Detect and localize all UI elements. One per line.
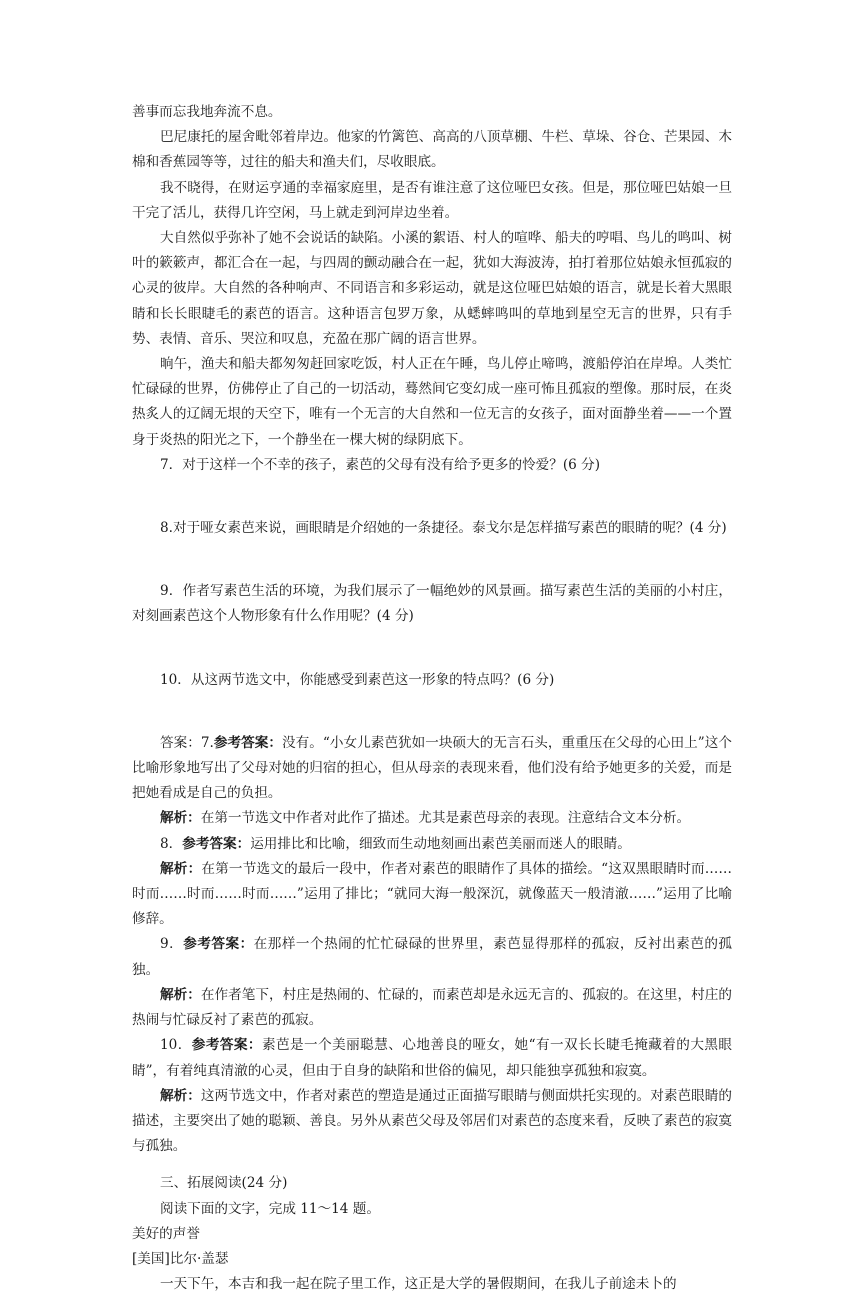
reference-answer-label: 参考答案：: [191, 1037, 262, 1054]
answer-number: 7.: [200, 734, 214, 751]
answer-number: 10．: [160, 1037, 192, 1054]
analysis-label: 解析：: [160, 860, 202, 877]
answer-space: [132, 478, 732, 516]
answer-text: 运用排比和比喻，细致而生动地刻画出素芭美丽而迷人的眼睛。: [250, 835, 631, 852]
answer-10: [132, 1033, 732, 1083]
reading-instruction: 阅读下面的文字，完成 11～14 题。: [160, 1200, 380, 1217]
question-8: 8.对于哑女素芭来说，画眼睛是介绍她的一条捷径。泰戈尔是怎样描写素芭的眼睛的呢？(4 分): [160, 520, 727, 537]
analysis-text: 在第一节选文的最后一段中，作者对素芭的眼睛作了具体的描绘。“这双黑眼睛时而……时而……时而……时而……”运用了排比；“就同大海一般深沉，就像蓝天一般清澈……”运用了比喻修辞。: [132, 860, 732, 928]
passage-paragraph: 巴尼康托的屋舍毗邻着岸边。他家的竹篱笆、高高的八顶草棚、牛栏、草垛、谷仓、芒果园、木棉和香蕉园等等，过往的船夫和渔夫们，尽收眼底。: [132, 129, 732, 171]
section-heading: 三、拓展阅读(24 分): [160, 1175, 288, 1192]
answer-7: [132, 731, 732, 807]
answer-prefix: 答案：: [160, 734, 201, 751]
question-9: 9．作者写素芭生活的环境，为我们展示了一幅绝妙的风景画。描写素芭生活的美丽的小村庄，对刻画素芭这个人物形象有什么作用呢？(4 分): [132, 583, 732, 625]
analysis-9: [132, 983, 732, 1033]
story-title: 美好的声誉: [132, 1225, 200, 1242]
answer-number: 9．: [160, 936, 184, 953]
answer-text: 素芭是一个美丽聪慧、心地善良的哑女，她“有一双长长睫毛掩藏着的大黑眼睛”，有着纯真清澈的心灵，但由于自身的缺陷和世俗的偏见，却只能独享孤独和寂寞。: [132, 1037, 732, 1079]
answer-space: [132, 541, 732, 579]
reference-answer-label: 参考答案：: [182, 835, 251, 852]
story-paragraph: 一天下午，本吉和我一起在院子里工作，这正是大学的暑假期间，在我儿子前途未卜的: [160, 1276, 677, 1293]
question-7: 7．对于这样一个不幸的孩子，素芭的父母有没有给予更多的怜爱？(6 分): [160, 456, 601, 473]
section-spacer: [132, 1159, 732, 1171]
analysis-label: 解析：: [160, 1087, 201, 1104]
passage-paragraph: 善事而忘我地奔流不息。: [132, 104, 282, 120]
document-page: [132, 100, 732, 1297]
reference-answer-label: 参考答案：: [183, 936, 254, 953]
analysis-text: 在作者笔下，村庄是热闹的、忙碌的，而素芭却是永远无言的、孤寂的。在这里，村庄的热闹与忙碌反衬了素芭的孤寂。: [132, 986, 732, 1029]
answer-8: [132, 832, 732, 857]
analysis-label: 解析：: [160, 986, 201, 1003]
answer-text: 没有。“小女儿素芭犹如一块硕大的无言石头，重重压在父母的心田上”这个比喻形象地写出了父母对她的归宿的担心，但从母亲的表现来看，他们没有给予她更多的关爱，而是把她看成是自己的负担。: [132, 734, 733, 802]
answer-space: [132, 693, 732, 731]
analysis-10: [132, 1084, 732, 1160]
answer-space: [132, 630, 732, 668]
passage-paragraph: 我不晓得，在财运亨通的幸福家庭里，是否有谁注意了这位哑巴女孩。但是，那位哑巴姑娘一旦干完了活儿，获得几许空闲，马上就走到河岸边坐着。: [132, 179, 732, 221]
story-author: [美国]比尔·盖瑟: [132, 1250, 229, 1267]
answer-number: 8．: [160, 835, 183, 852]
analysis-text: 在第一节选文中作者对此作了描述。尤其是素芭母亲的表现。注意结合文本分析。: [200, 810, 691, 827]
question-10: 10．从这两节选文中，你能感受到素芭这一形象的特点吗？(6 分): [160, 671, 555, 688]
analysis-label: 解析：: [160, 810, 201, 827]
answer-9: [132, 932, 732, 982]
passage-paragraph: 晌午，渔夫和船夫都匆匆赶回家吃饭，村人正在午睡，鸟儿停止啼鸣，渡船停泊在岸埠。人类忙忙碌碌的世界，仿佛停止了自己的一切活动，蓦然间它变幻成一座可怖且孤寂的塑像。那时辰，在炎热炙人的辽阔无垠的天空下，唯有一个无言的大自然和一位无言的女孩子，面对面静坐着——一个置身于炎热的阳光之下，一个静坐在一棵大树的绿阴底下。: [132, 356, 732, 448]
passage-paragraph: 大自然似乎弥补了她不会说话的缺陷。小溪的絮语、村人的喧哗、船夫的哼唱、鸟儿的鸣叫、树叶的簌簌声，都汇合在一起，与四周的颤动融合在一起，犹如大海波涛，拍打着那位姑娘永恒孤寂的心灵的彼岸。大自然的各种响声、不同语言和多彩运动，就是这位哑巴姑娘的语言，就是长着大黑眼睛和长长眼睫毛的素芭的语言。这种语言包罗万象，从蟋蟀鸣叫的草地到星空无言的世界，只有手势、表情、音乐、哭泣和叹息，充盈在那广阔的语言世界。: [132, 230, 732, 347]
answer-text: 在那样一个热闹的忙忙碌碌的世界里，素芭显得那样的孤寂，反衬出素芭的孤独。: [132, 936, 733, 978]
reference-answer-label: 参考答案：: [213, 734, 283, 751]
analysis-8: [132, 857, 732, 933]
analysis-text: 这两节选文中，作者对素芭的塑造是通过正面描写眼睛与侧面烘托实现的。对素芭眼睛的描述，主要突出了她的聪颖、善良。另外从素芭父母及邻居们对素芭的态度来看，反映了素芭的寂寞与孤独。: [132, 1087, 732, 1155]
analysis-7: [132, 806, 732, 831]
